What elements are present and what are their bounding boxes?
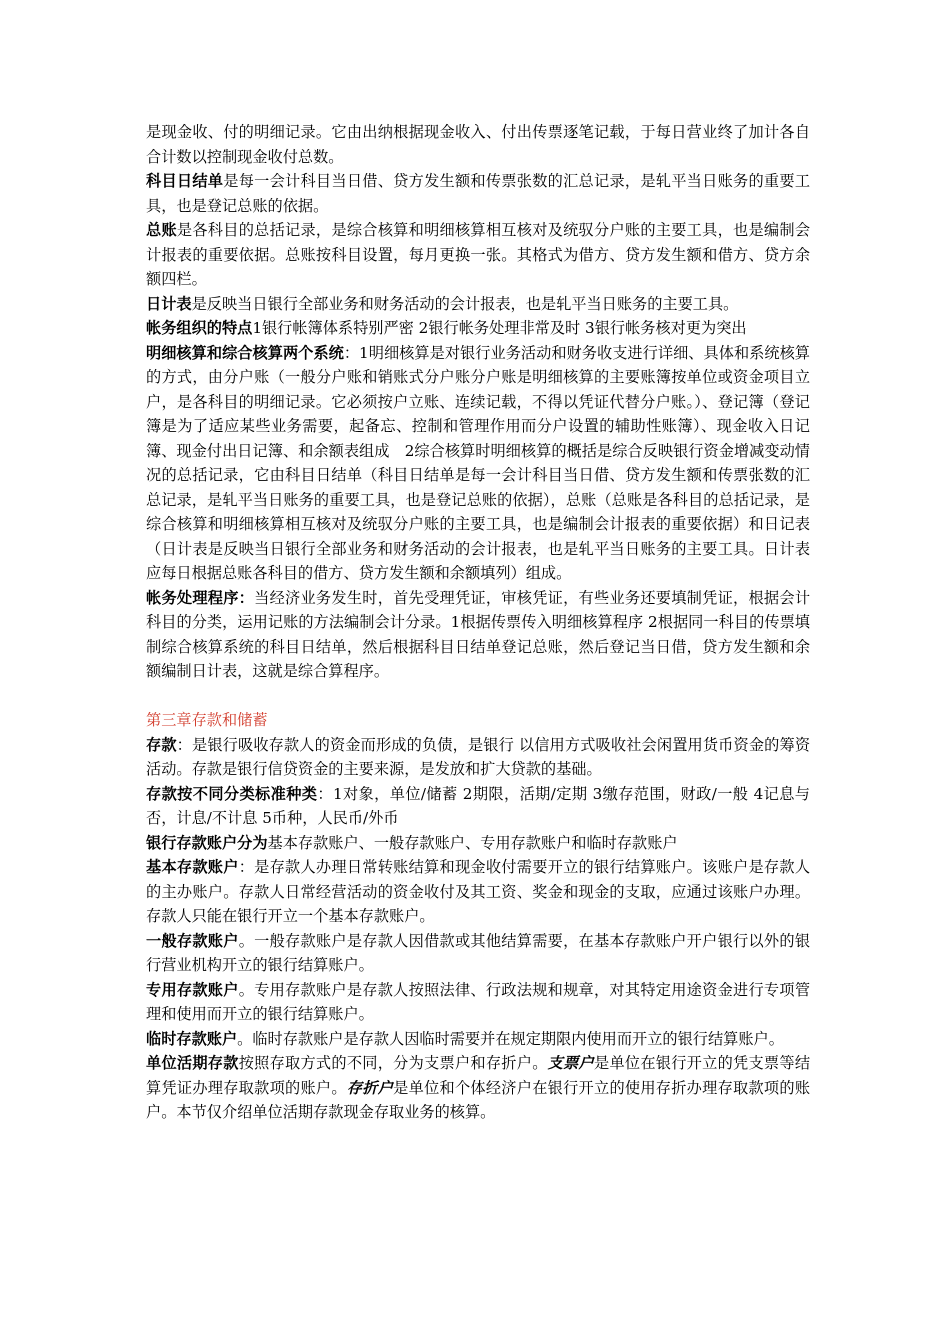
paragraph-text: 是现金收、付的明细记录。它由出纳根据现金收入、付出传票逐笔记载，于每日营业终了加计各自合计数以控制现金收付总数。 — [146, 123, 810, 166]
term-label: 存款按不同分类标准种类 — [146, 784, 318, 803]
term-label: 总账 — [146, 221, 177, 239]
term-label: 单位活期存款 — [146, 1054, 239, 1072]
paragraph-text: 。临时存款账户是存款人因临时需要并在规定期限内使用而开立的银行结算账户。 — [237, 1029, 784, 1048]
paragraph-text: 是反映当日银行全部业务和财务活动的会计报表，也是轧平当日账务的主要工具。 — [191, 294, 739, 313]
term-label: 明细核算和综合核算两个系统 — [146, 343, 344, 362]
paragraph-text: ：是银行吸收存款人的资金而形成的负债，是银行 以信用方式吸收社会闲置用货币资金的筹资活动。存款是银行信贷资金的主要来源，是发放和扩大贷款的基础。 — [146, 735, 811, 778]
paragraph-temporary-account — [146, 1027, 810, 1052]
paragraph-unit-demand-deposit — [146, 1051, 810, 1125]
paragraph-text: 是单位在银行开立的凭支票等结算凭证办理存取款项的账户。 — [146, 1054, 811, 1097]
paragraph-text: 是各科目的总括记录，是综合核算和明细核算相互核对及统驭分户账的主要工具，也是编制会计报表的重要依据。总账按科目设置，每月更换一张。其格式为借方、贷方发生额和借方、贷方余额四栏。 — [146, 221, 811, 288]
paragraph-two-systems — [146, 341, 810, 586]
paragraph-text: 当经济业务发生时，首先受理凭证，审核凭证，有些业务还要填制凭证，根据会计科目的分类，运用记账的方法编制会计分录。1根据传票传入明细核算程序 2根据同一科目的传票填制综合核算系统的科目日结单，然后根据科目日结单登记总账，然后登记当日借，贷方发生额和余额编制日计表，这就是综合算程序。 — [146, 588, 811, 680]
paragraph-text: ：是存款人办理日常转账结算和现金收付需要开立的银行结算账户。该账户是存款人的主办账户。存款人日常经营活动的资金收付及其工资、奖金和现金的支取，应通过该账户办理。存款人只能在银行开立一个基本存款账户。 — [146, 858, 811, 925]
paragraph-basic-account — [146, 855, 810, 929]
chapter-title: 第三章存款和储蓄 — [146, 711, 268, 729]
paragraph-text: 是每一会计科目当日借、贷方发生额和传票张数的汇总记录，是轧平当日账务的重要工具，也是登记总账的依据。 — [146, 172, 811, 215]
term-label: 临时存款账户 — [146, 1029, 238, 1048]
document-page — [146, 120, 810, 1125]
paragraph-general-account — [146, 929, 810, 978]
term-label-italic: 支票户 — [547, 1054, 594, 1072]
paragraph-general-ledger — [146, 218, 810, 292]
paragraph-text: 。一般存款账户是存款人因借款或其他结算需要，在基本存款账户开户银行以外的银行营业机构开立的银行结算账户。 — [146, 931, 811, 974]
paragraph-text: ：1明细核算是对银行业务活动和财务收支进行详细、具体和系统核算的方式，由分户账（一般分户账和销账式分户账分户账是明细核算的主要账簿按单位或资金项目立户，是各科目的明细记录。它必须按户立账、连续记载，不得以凭证代替分户账。）、登记簿（登记簿是为了适应某些业务需要，起备忘、控制和管理作用而分户设置的辅助性账簿）、现金收入日记簿、现金付出日记簿、和余额表组成 2综合核算时明细核算的概括是综合反映银行资金增减变动情况的总括记录，它由科目日结单（科目日结单是每一会计科目当日借、贷方发生额和传票张数的汇总记录，是轧平当日账务的重要工具，也是登记总账的依据），总账（总账是各科目的总括记录，是综合核算和明细核算相互核对及统驭分户账的主要工具，也是编制会计报表的重要依据）和日记表（日计表是反映当日银行全部业务和财务活动的会计报表，也是轧平当日账务的主要工具。日计表应每日根据总账各科目的借方、贷方发生额和余额填列）组成。 — [146, 343, 810, 582]
paragraph-text: ：1对象，单位/储蓄 2期限，活期/定期 3缴存范围，财政/一般 4记息与否，计息/不计息 5币种，人民币/外币 — [146, 784, 810, 827]
paragraph-deposit — [146, 733, 810, 782]
paragraph-special-account — [146, 978, 810, 1027]
paragraph-accounting-features — [146, 316, 810, 341]
term-label: 帐务处理程序： — [146, 588, 255, 607]
term-label: 帐务组织的特点 — [146, 319, 253, 337]
term-label: 存款 — [146, 735, 177, 754]
term-label: 科目日结单 — [146, 172, 224, 190]
paragraph-text: 1银行帐簿体系特别严密 2银行帐务处理非常及时 3银行帐务核对更为突出 — [252, 319, 747, 337]
term-label: 基本存款账户 — [146, 858, 239, 876]
paragraph-deposit-types — [146, 782, 810, 831]
paragraph-cash-journal — [146, 120, 810, 169]
paragraph-text: 基本存款账户、一般存款账户、专用存款账户和临时存款账户 — [267, 833, 678, 852]
term-label: 日计表 — [146, 294, 192, 313]
term-label: 一般存款账户 — [146, 931, 239, 950]
paragraph-text: 按照存取方式的不同，分为支票户和存折户。 — [238, 1054, 548, 1072]
term-label: 银行存款账户分为 — [146, 833, 268, 852]
term-label-italic: 存折户 — [346, 1078, 394, 1097]
paragraph-text: 是单位和个体经济户在银行开立的使用存折办理存取款项的账户。本节仅介绍单位活期存款现金存取业务的核算。 — [146, 1078, 811, 1121]
term-label: 专用存款账户 — [146, 980, 239, 999]
paragraph-text: 。专用存款账户是存款人按照法律、行政法规和规章，对其特定用途资金进行专项管理和使用而开立的银行结算账户。 — [146, 980, 811, 1023]
paragraph-account-categories — [146, 831, 810, 856]
paragraph-daily-statement — [146, 292, 810, 317]
blank-line — [146, 684, 810, 709]
paragraph-subject-daily-summary — [146, 169, 810, 218]
paragraph-processing-procedure — [146, 586, 810, 684]
